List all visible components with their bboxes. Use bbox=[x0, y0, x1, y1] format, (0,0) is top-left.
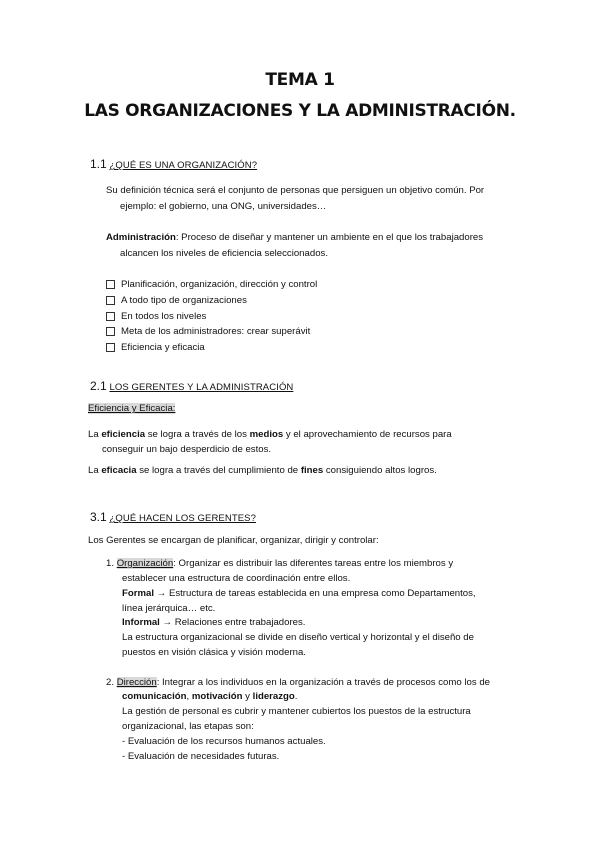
text: : Integrar a los individuos en la organización a través de procesos como los de bbox=[156, 677, 490, 688]
motivacion-term: motivación bbox=[191, 691, 243, 702]
informal-line bbox=[122, 615, 305, 631]
text: se logra a través del cumplimiento de bbox=[136, 465, 301, 476]
formal-line-2: línea jerárquica… etc. bbox=[122, 603, 216, 614]
eficacia-term: eficacia bbox=[101, 465, 137, 476]
subheading bbox=[88, 401, 175, 417]
fines-term: fines bbox=[300, 465, 324, 476]
medios-term: medios bbox=[249, 429, 284, 440]
subheading-text: Eficiencia y Eficacia: bbox=[88, 403, 176, 414]
eficiencia-line-2: conseguir un bajo desperdicio de estos. bbox=[102, 444, 272, 455]
item-number: 2. bbox=[106, 677, 115, 688]
checkbox[interactable] bbox=[106, 343, 115, 352]
structure-line-2: puestos en visión clásica y visión moderna. bbox=[122, 647, 306, 658]
liderazgo-term: liderazgo bbox=[252, 691, 295, 702]
comunicacion-term: comunicación bbox=[122, 691, 187, 702]
checklist-item bbox=[106, 309, 206, 323]
text: . bbox=[294, 691, 298, 702]
checklist-item bbox=[106, 277, 317, 291]
admin-definition-line-2: alcancen los niveles de eficiencia seleccionados. bbox=[120, 248, 328, 259]
section-number: 3.1 bbox=[90, 510, 107, 524]
text: y el aprovechamiento de recursos para bbox=[283, 429, 452, 440]
checklist-label: A todo tipo de organizaciones bbox=[121, 294, 247, 306]
formal-line bbox=[122, 586, 476, 602]
eficiencia-term: eficiencia bbox=[101, 429, 146, 440]
direccion-line-4: organizacional, las etapas son: bbox=[122, 721, 254, 732]
checkbox[interactable] bbox=[106, 280, 115, 289]
text: La bbox=[88, 429, 102, 440]
checklist-item bbox=[106, 293, 247, 307]
checkbox[interactable] bbox=[106, 312, 115, 321]
section-label: LOS GERENTES Y LA ADMINISTRACIÓN bbox=[109, 382, 294, 393]
direccion-line-2 bbox=[122, 689, 297, 705]
text: : Organizar es distribuir las diferentes tareas entre los miembros y bbox=[173, 558, 454, 569]
bullet-item: - Evaluación de los recursos humanos actuales. bbox=[122, 736, 326, 747]
definition-line-1: Su definición técnica será el conjunto de personas que persiguen un objetivo común. Por bbox=[106, 185, 485, 196]
text: , bbox=[186, 691, 192, 702]
eficiencia-line-1 bbox=[88, 427, 452, 443]
checklist-item bbox=[106, 340, 205, 354]
section-heading-1 bbox=[90, 157, 257, 171]
section-number: 2.1 bbox=[90, 379, 107, 393]
arrow-icon: → bbox=[154, 588, 169, 599]
definition-line-2: ejemplo: el gobierno, una ONG, universidades… bbox=[120, 201, 327, 212]
text: se logra a través de los bbox=[145, 429, 250, 440]
admin-definition-line-1 bbox=[106, 230, 483, 246]
text: consiguiendo altos logros. bbox=[323, 465, 437, 476]
section-label: ¿QUÉ HACEN LOS GERENTES? bbox=[109, 513, 256, 524]
doc-title-line2: LAS ORGANIZACIONES Y LA ADMINISTRACIÓN. bbox=[84, 101, 516, 121]
organizacion-term: Organización bbox=[116, 558, 174, 569]
bullet-item: - Evaluación de necesidades futuras. bbox=[122, 751, 280, 762]
section-number: 1.1 bbox=[90, 157, 107, 171]
arrow-icon: → bbox=[159, 617, 175, 628]
admin-text: : Proceso de diseñar y mantener un ambiente en el que los trabajadores bbox=[175, 232, 484, 243]
checklist-label: Meta de los administradores: crear superávit bbox=[121, 325, 311, 337]
checkbox[interactable] bbox=[106, 327, 115, 336]
admin-term: Administración bbox=[106, 232, 176, 243]
text: Relaciones entre trabajadores. bbox=[174, 617, 306, 628]
section-heading-2 bbox=[90, 379, 293, 393]
formal-term: Formal bbox=[122, 588, 154, 599]
checklist-item bbox=[106, 324, 310, 338]
organizacion-line-1 bbox=[106, 556, 453, 572]
direccion-line-3: La gestión de personal es cubrir y mantener cubiertos los puestos de la estructura bbox=[122, 706, 471, 717]
text: Estructura de tareas establecida en una empresa como Departamentos, bbox=[168, 588, 476, 599]
text: y bbox=[242, 691, 253, 702]
text: La bbox=[88, 465, 102, 476]
doc-title-line1: TEMA 1 bbox=[265, 70, 335, 90]
checklist-label: Planificación, organización, dirección y control bbox=[121, 278, 318, 290]
section-heading-3 bbox=[90, 510, 256, 524]
checkbox[interactable] bbox=[106, 296, 115, 305]
checklist-label: En todos los niveles bbox=[121, 310, 207, 322]
organizacion-line-2: establecer una estructura de coordinación entre ellos. bbox=[122, 573, 351, 584]
intro-line: Los Gerentes se encargan de planificar, organizar, dirigir y controlar: bbox=[88, 535, 379, 546]
informal-term: Informal bbox=[122, 617, 160, 628]
section-label: ¿QUÉ ES UNA ORGANIZACIÓN? bbox=[109, 160, 258, 171]
item-number: 1. bbox=[106, 558, 115, 569]
structure-line-1: La estructura organizacional se divide en diseño vertical y horizontal y el diseño de bbox=[122, 632, 474, 643]
eficacia-line bbox=[88, 463, 437, 479]
checklist-label: Eficiencia y eficacia bbox=[121, 341, 205, 353]
direccion-term: Dirección bbox=[116, 677, 157, 688]
